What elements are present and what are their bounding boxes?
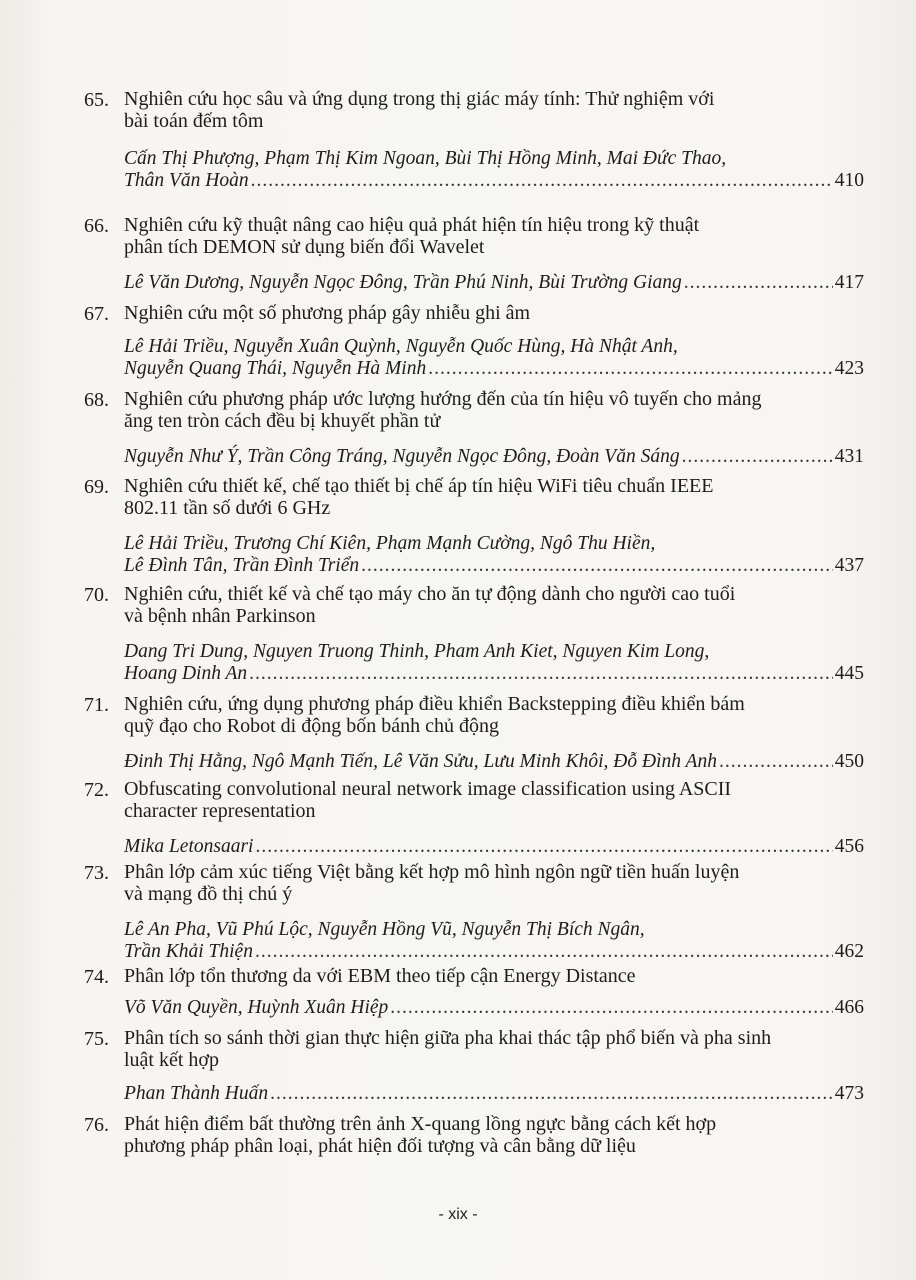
author-line-with-page [124, 358, 864, 380]
entry-authors [124, 836, 864, 858]
page-ref: 462 [834, 941, 864, 962]
entry-authors [124, 446, 864, 468]
entry-authors [124, 336, 864, 380]
entry-title-line: Nghiên cứu kỹ thuật nâng cao hiệu quả phát hiện tín hiệu trong kỹ thuật [124, 214, 700, 236]
author-line-with-page [124, 272, 864, 294]
entry-number: 76. [84, 1114, 109, 1136]
author-line-with-page [124, 170, 864, 192]
entry-title-line: Nghiên cứu phương pháp ước lượng hướng đến của tín hiệu vô tuyến cho mảng [124, 388, 762, 410]
leader-dots [270, 1083, 833, 1105]
leader-dots [684, 272, 833, 294]
entry-number: 75. [84, 1028, 109, 1050]
leader-dots [249, 663, 833, 685]
page-ref: 410 [834, 170, 864, 191]
author-line-with-page [124, 941, 864, 963]
entry-title-line: và mạng đồ thị chú ý [124, 883, 293, 905]
entry-title [124, 88, 824, 132]
entry-authors [124, 751, 864, 773]
entry-title-line: Phân lớp tổn thương da với EBM theo tiếp cận Energy Distance [124, 965, 636, 987]
author-line-with-page [124, 663, 864, 685]
entry-title-line: và bệnh nhân Parkinson [124, 605, 316, 627]
entry-title-line: phân tích DEMON sử dụng biến đổi Wavelet [124, 236, 485, 258]
entry-title-line: quỹ đạo cho Robot di động bốn bánh chủ động [124, 715, 499, 737]
leader-dots [251, 170, 833, 192]
entry-authors [124, 272, 864, 294]
entry-title [124, 388, 824, 432]
entry-number: 69. [84, 476, 109, 498]
author-line: Đinh Thị Hằng, Ngô Mạnh Tiến, Lê Văn Sửu, Lưu Minh Khôi, Đỗ Đình Anh [124, 751, 717, 772]
entry-title-line: Phát hiện điểm bất thường trên ảnh X-quang lồng ngực bằng cách kết hợp [124, 1113, 717, 1135]
author-line: Nguyễn Quang Thái, Nguyễn Hà Minh [124, 358, 427, 379]
entry-number: 67. [84, 303, 109, 325]
entry-number: 65. [84, 89, 109, 111]
entry-title-line: bài toán đếm tôm [124, 110, 264, 132]
entry-title-line: character representation [124, 800, 316, 822]
leader-dots [255, 941, 833, 963]
author-line: Hoang Dinh An [124, 663, 248, 684]
entry-title-line: Nghiên cứu, thiết kế và chế tạo máy cho ăn tự động dành cho người cao tuổi [124, 583, 736, 605]
leader-dots [719, 751, 833, 773]
page-ref: 437 [834, 555, 864, 576]
entry-title [124, 861, 824, 905]
author-line: Lê Đình Tân, Trần Đình Triển [124, 555, 360, 576]
author-line: Lê Văn Dương, Nguyễn Ngọc Đông, Trần Phú Ninh, Bùi Trường Giang [124, 272, 682, 293]
author-line-with-page [124, 997, 864, 1019]
page-ref: 431 [834, 446, 864, 467]
author-line: Cấn Thị Phượng, Phạm Thị Kim Ngoan, Bùi Thị Hồng Minh, Mai Đức Thao, [124, 148, 727, 169]
entry-title [124, 214, 824, 258]
author-line: Dang Tri Dung, Nguyen Truong Thinh, Pham Anh Kiet, Nguyen Kim Long, [124, 641, 710, 662]
entry-number: 66. [84, 215, 109, 237]
author-line-with-page [124, 751, 864, 773]
author-line: Nguyễn Như Ý, Trần Công Tráng, Nguyễn Ngọc Đông, Đoàn Văn Sáng [124, 446, 680, 467]
author-line: Trần Khải Thiện [124, 941, 253, 962]
leader-dots [428, 358, 833, 380]
leader-dots [255, 836, 832, 858]
entry-title [124, 302, 824, 324]
entry-title-line: Nghiên cứu thiết kế, chế tạo thiết bị chế áp tín hiệu WiFi tiêu chuẩn IEEE [124, 475, 714, 497]
entry-title [124, 583, 824, 627]
author-line: Lê Hải Triều, Nguyễn Xuân Quỳnh, Nguyễn Quốc Hùng, Hà Nhật Anh, [124, 336, 678, 357]
entry-title-line: phương pháp phân loại, phát hiện đối tượng và cân bằng dữ liệu [124, 1135, 636, 1157]
entry-title [124, 778, 824, 822]
entry-title-line: Nghiên cứu, ứng dụng phương pháp điều khiển Backstepping điều khiển bám [124, 693, 745, 715]
entry-title [124, 965, 824, 987]
author-line: Phan Thành Huấn [124, 1083, 269, 1104]
author-line-with-page [124, 446, 864, 468]
entry-title [124, 1027, 824, 1071]
page-ref: 466 [834, 997, 864, 1018]
page-ref: 445 [834, 663, 864, 684]
entry-title-line: Phân lớp cảm xúc tiếng Việt bằng kết hợp mô hình ngôn ngữ tiền huấn luyện [124, 861, 740, 883]
entry-number: 71. [84, 694, 109, 716]
author-line-with-page [124, 836, 864, 858]
entry-title [124, 693, 824, 737]
entry-number: 72. [84, 779, 109, 801]
entry-authors [124, 919, 864, 963]
entry-title-line: luật kết hợp [124, 1049, 219, 1071]
author-line-with-page [124, 555, 864, 577]
entry-title-line: Nghiên cứu học sâu và ứng dụng trong thị giác máy tính: Thử nghiệm với [124, 88, 715, 110]
author-line: Thân Văn Hoàn [124, 170, 249, 191]
page-ref: 473 [834, 1083, 864, 1104]
page-ref: 456 [834, 836, 864, 857]
entry-authors [124, 148, 864, 192]
entry-number: 74. [84, 966, 109, 988]
leader-dots [682, 446, 833, 468]
page-ref: 423 [834, 358, 864, 379]
entry-number: 70. [84, 584, 109, 606]
entry-title-line: Phân tích so sánh thời gian thực hiện giữa pha khai thác tập phổ biến và pha sinh [124, 1027, 772, 1049]
page-number: - xix - [438, 1206, 478, 1223]
entry-title-line: Obfuscating convolutional neural network image classification using ASCII [124, 778, 732, 800]
entry-authors [124, 997, 864, 1019]
entry-number: 68. [84, 389, 109, 411]
page-ref: 417 [834, 272, 864, 293]
entry-title [124, 1113, 824, 1157]
entry-title-line: Nghiên cứu một số phương pháp gây nhiễu ghi âm [124, 302, 531, 324]
author-line: Lê An Pha, Vũ Phú Lộc, Nguyễn Hồng Vũ, Nguyễn Thị Bích Ngân, [124, 919, 645, 940]
entry-title-line: ăng ten tròn cách đều bị khuyết phần tử [124, 410, 441, 432]
entry-title [124, 475, 824, 519]
leader-dots [390, 997, 832, 1019]
entry-authors [124, 533, 864, 577]
page-ref: 450 [834, 751, 864, 772]
entry-authors [124, 1083, 864, 1105]
author-line-with-page [124, 1083, 864, 1105]
author-line: Lê Hải Triều, Trương Chí Kiên, Phạm Mạnh Cường, Ngô Thu Hiền, [124, 533, 656, 554]
author-line: Võ Văn Quyền, Huỳnh Xuân Hiệp [124, 997, 389, 1018]
entry-title-line: 802.11 tần số dưới 6 GHz [124, 497, 331, 519]
leader-dots [361, 555, 833, 577]
entry-number: 73. [84, 862, 109, 884]
author-line: Mika Letonsaari [124, 836, 254, 857]
entry-authors [124, 641, 864, 685]
